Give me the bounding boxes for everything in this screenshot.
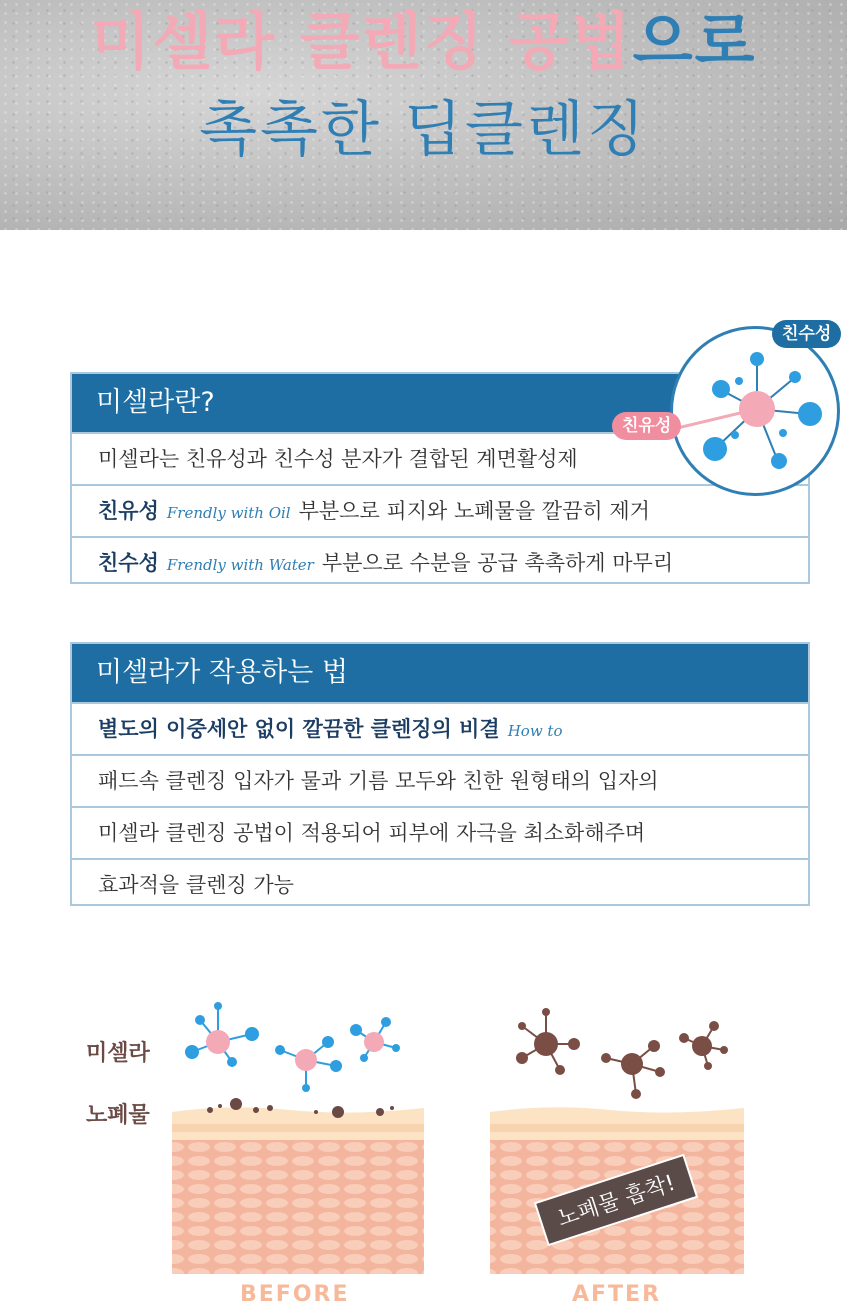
hero-title-pink: 미셀라 클렌징 공법 <box>90 5 633 78</box>
section2-title: 미셀라가 작용하는 법 <box>72 644 808 702</box>
section2-row1-script: How to <box>507 722 563 740</box>
after-waste-molecules <box>516 1008 728 1099</box>
water-friendly-label: 친수성 <box>98 551 159 575</box>
hero-banner <box>0 0 847 230</box>
before-after-illustration <box>160 1000 760 1280</box>
section2-row1-bold: 별도의 이중세안 없이 깔끔한 클렌징의 비결 <box>98 717 500 741</box>
after-caption: AFTER <box>572 1282 662 1307</box>
oil-friendly-script: Frendly with Oil <box>166 504 291 522</box>
lipophilic-tag: 친유성 <box>612 412 681 440</box>
micella-label: 미셀라 <box>86 1041 150 1066</box>
hero-title-line2: 촉촉한 딥클렌징 <box>199 95 648 165</box>
section1-row1: 미셀라는 친유성과 친수성 분자가 결합된 계면활성제 <box>72 432 808 484</box>
hero-title-blue: 으로 <box>632 5 757 78</box>
water-friendly-text: 부분으로 수분을 공급 촉촉하게 마무리 <box>321 551 674 575</box>
oil-friendly-text: 부분으로 피지와 노폐물을 깔끔히 제거 <box>298 499 650 523</box>
micella-molecule-callout <box>670 326 840 496</box>
section1-row3 <box>72 536 808 588</box>
after-banner-text: 노폐물 흡착! <box>554 1170 679 1233</box>
water-friendly-script: Frendly with Water <box>166 556 314 574</box>
oil-friendly-label: 친유성 <box>98 499 159 523</box>
micella-how-it-works-box <box>70 642 810 906</box>
section2-row2: 패드속 클렌징 입자가 물과 기름 모두와 친한 원형태의 입자의 <box>72 754 808 806</box>
section2-row3: 미셀라 클렌징 공법이 적용되어 피부에 자극을 최소화해주며 <box>72 806 808 858</box>
before-micella-molecules <box>185 1002 400 1092</box>
section1-title: 미셀라란? <box>72 374 808 432</box>
section2-row1 <box>72 702 808 754</box>
micella-molecule-icon <box>673 329 837 493</box>
before-skin <box>172 1107 424 1274</box>
before-caption: BEFORE <box>240 1282 350 1307</box>
hero-title-line1 <box>0 0 847 84</box>
waste-label: 노폐물 <box>86 1103 150 1128</box>
section2-row4: 효과적을 클렌징 가능 <box>72 858 808 910</box>
hydrophilic-tag: 친수성 <box>772 320 841 348</box>
